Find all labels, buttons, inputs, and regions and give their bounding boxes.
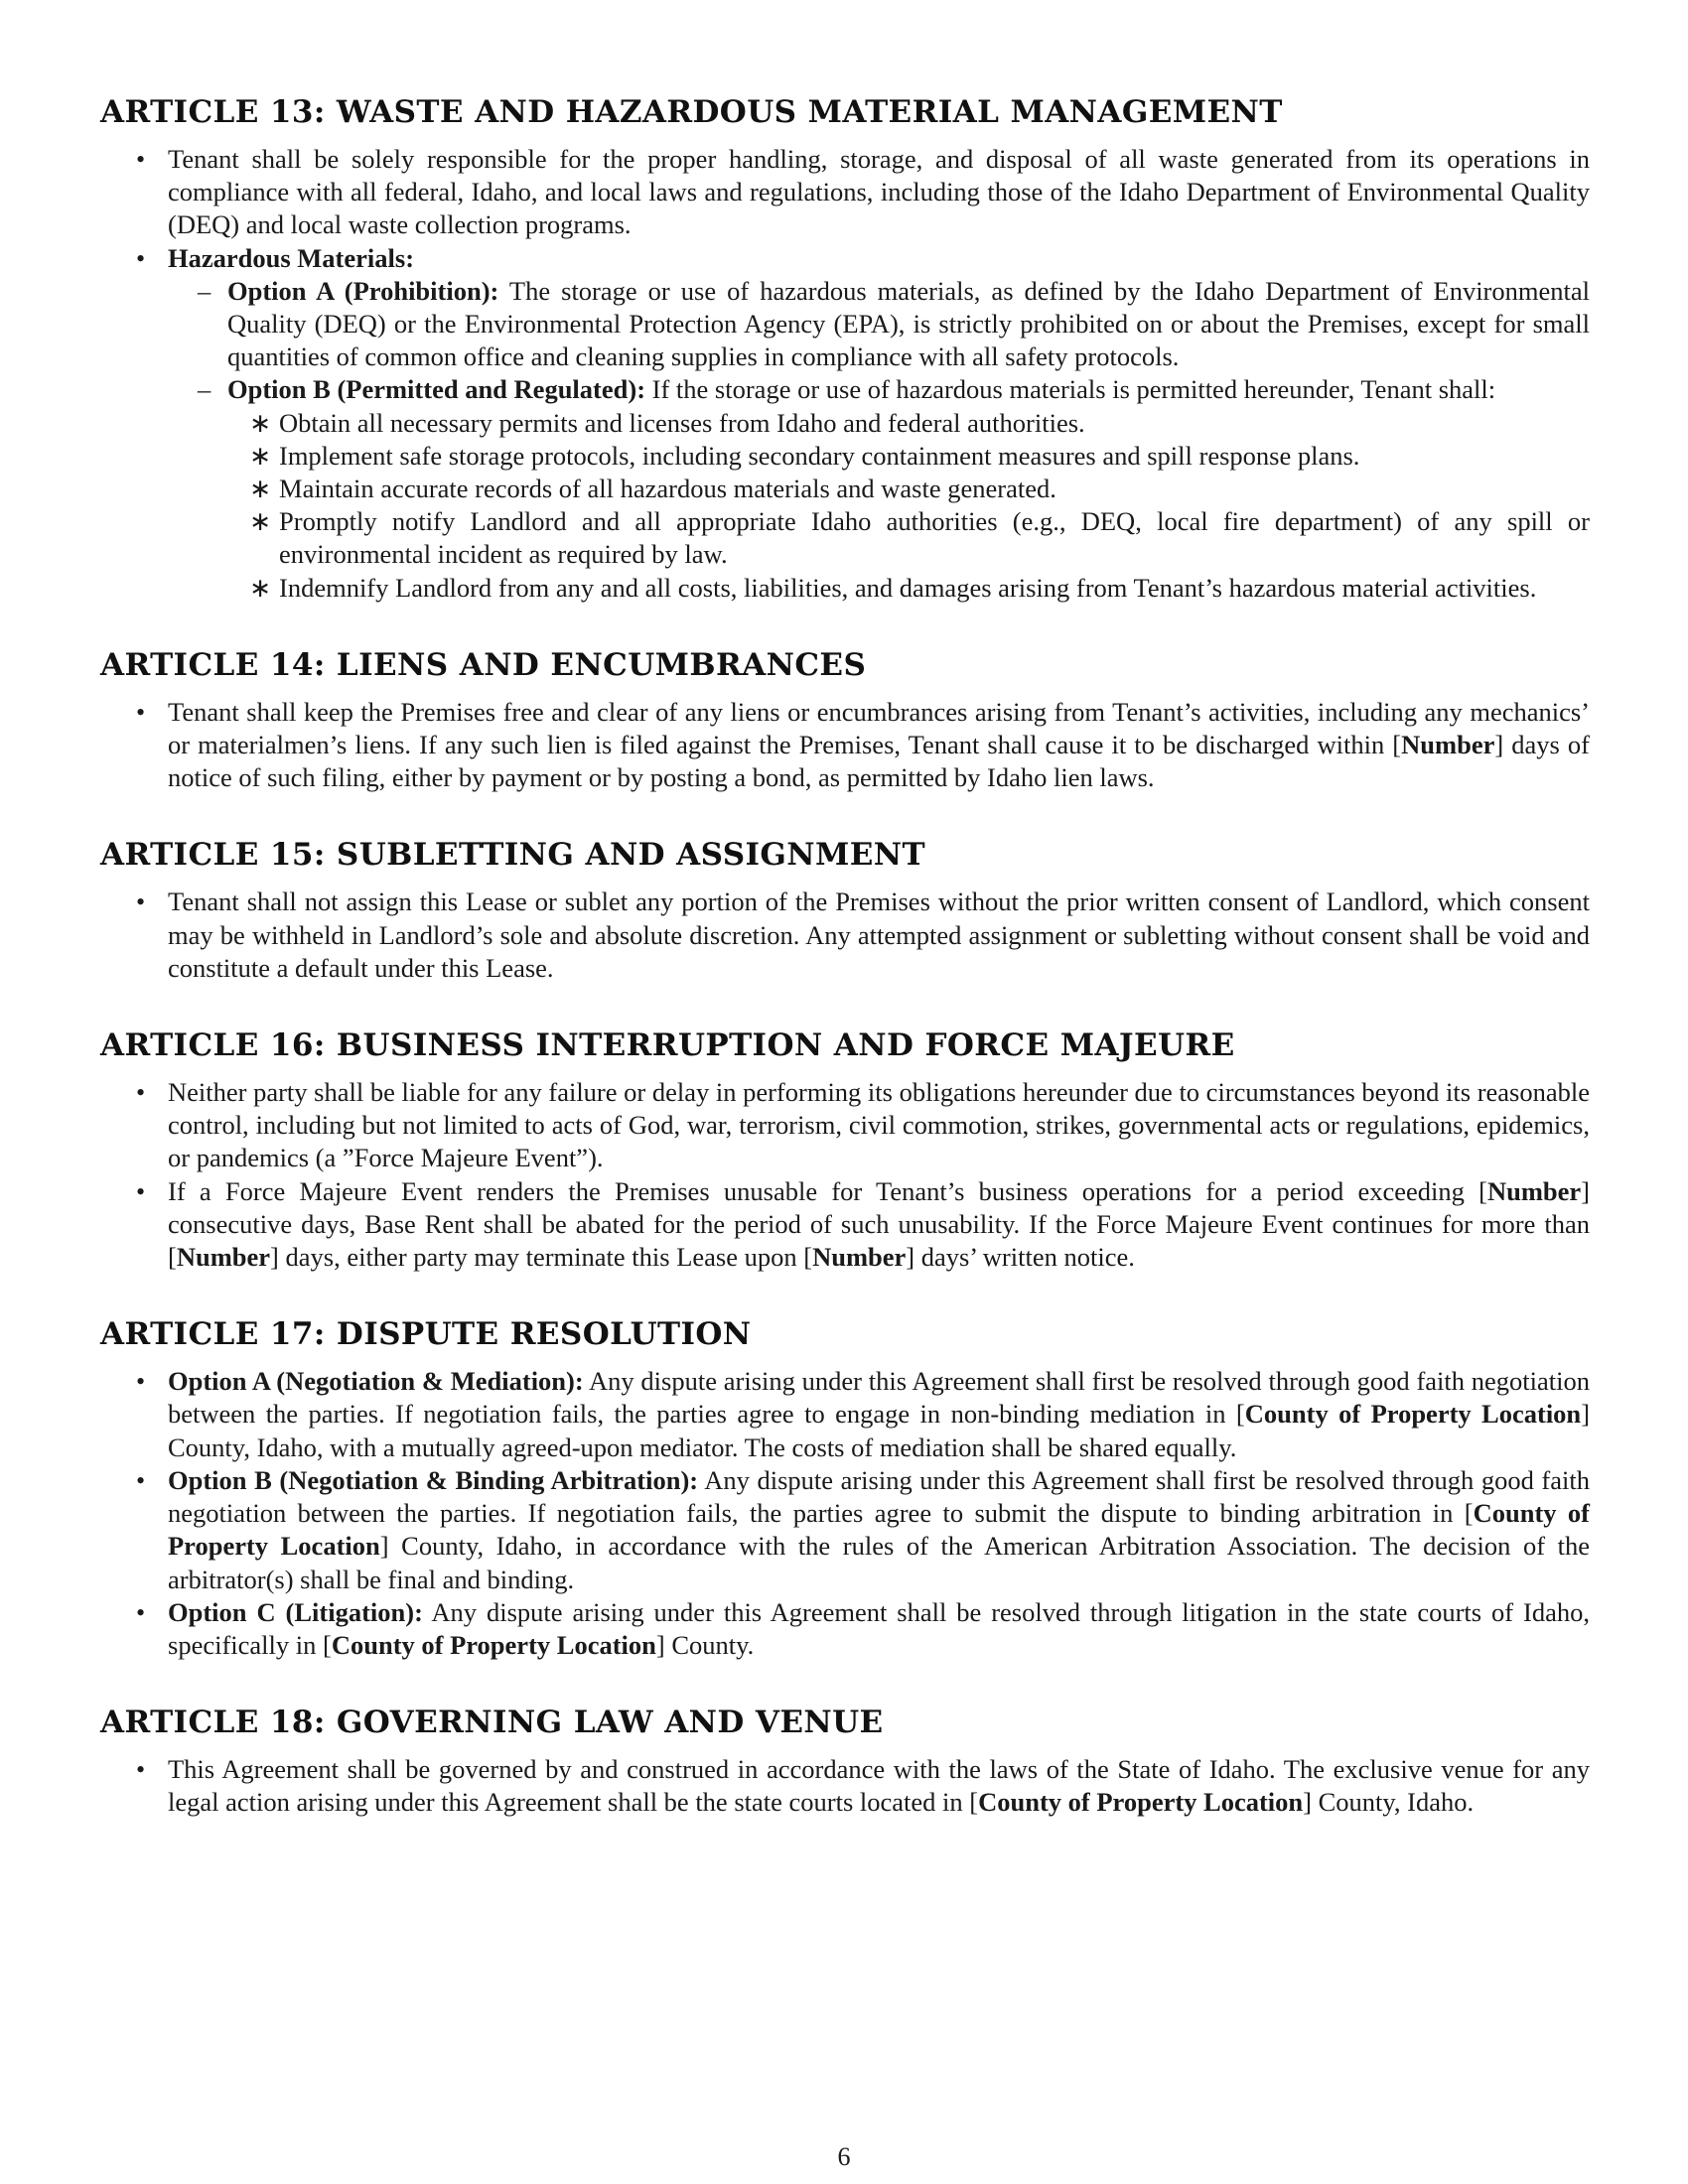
text-segment: ] days, either party may terminate this Lease upon [ bbox=[270, 1242, 813, 1273]
placeholder-county: County of Property Location bbox=[331, 1629, 656, 1660]
requirement-item: ∗ Promptly notify Landlord and all appropriate Idaho authorities (e.g., DEQ, local fire department) of any spill or environmental incident as required by law. bbox=[279, 505, 1590, 571]
text-segment: ] County, Idaho. bbox=[1303, 1787, 1475, 1818]
article-18-item-venue bbox=[168, 1753, 1590, 1819]
text-segment: ] County. bbox=[655, 1629, 755, 1660]
option-a-text: The storage or use of hazardous materials, as defined by the Idaho Department of Environmental Quality (DEQ) or the Environmental Protection Agency (EPA), is strictly prohibited on or about the Premises, except for small quantities of common office and cleaning supplies in compliance with all safety protocols. bbox=[227, 275, 1590, 372]
option-b-requirements bbox=[227, 407, 1590, 605]
requirement-item: ∗ Implement safe storage protocols, including secondary containment measures and spill response plans. bbox=[279, 440, 1590, 473]
document-page bbox=[100, 91, 1590, 1859]
text-segment: ] County, Idaho, with a mutually agreed-upon mediator. The costs of mediation shall be shared equally. bbox=[168, 1399, 1591, 1462]
requirement-item: ∗ Maintain accurate records of all hazardous materials and waste generated. bbox=[279, 473, 1590, 505]
placeholder-county: County of Property Location bbox=[168, 1498, 1591, 1562]
text-segment: ] consecutive days, Base Rent shall be abated for the period of such unusability. If the Force Majeure Event continues for more than [ bbox=[168, 1175, 1590, 1273]
text-segment: ] County, Idaho, in accordance with the rules of the American Arbitration Association. The decision of the arbitrator(s) shall be final and binding. bbox=[168, 1531, 1590, 1594]
option-b-label: Option B (Negotiation & Binding Arbitration): bbox=[168, 1464, 699, 1495]
placeholder-number: Number bbox=[812, 1242, 907, 1273]
placeholder-number: Number bbox=[1401, 730, 1495, 760]
option-b-text: If the storage or use of hazardous materials is permitted hereunder, Tenant shall: bbox=[645, 374, 1496, 405]
article-13-list bbox=[100, 143, 1590, 605]
article-17-option-b bbox=[168, 1464, 1590, 1596]
article-15 bbox=[100, 834, 1590, 985]
placeholder-county: County of Property Location bbox=[1244, 1399, 1582, 1430]
page-number: 6 bbox=[837, 2142, 851, 2171]
article-18 bbox=[100, 1702, 1590, 1819]
requirement-item: ∗ Indemnify Landlord from any and all costs, liabilities, and damages arising from Tenant’s hazardous material activities. bbox=[279, 572, 1590, 605]
article-14-item-liens bbox=[168, 696, 1590, 795]
text-segment: ] days of notice of such filing, either by payment or by posting a bond, as permitted by Idaho lien laws. bbox=[168, 730, 1590, 793]
article-16-item-liability: • Neither party shall be liable for any failure or delay in performing its obligations hereunder due to circumstances beyond its reasonable control, including but not limited to acts of God, war, terrorism, civil commotion, strikes, governmental acts or regulations, epidemics, or pandemics (a ”Force Majeure Event”). bbox=[168, 1076, 1590, 1175]
option-a-label: Option A (Negotiation & Mediation): bbox=[168, 1366, 584, 1397]
text-segment: Any dispute arising under this Agreement shall be resolved through litigation in the state courts of Idaho, specifically in [ bbox=[168, 1596, 1591, 1660]
option-b-label: Option B (Permitted and Regulated): bbox=[227, 374, 646, 405]
article-18-list bbox=[100, 1753, 1590, 1819]
option-a-prohibition bbox=[227, 275, 1590, 374]
article-14 bbox=[100, 644, 1590, 795]
article-17-option-c bbox=[168, 1596, 1590, 1662]
article-13-item-hazardous bbox=[168, 242, 1590, 605]
article-18-heading: ARTICLE 18: GOVERNING LAW AND VENUE bbox=[100, 1705, 884, 1741]
article-15-item-assignment: • Tenant shall not assign this Lease or sublet any portion of the Premises without the prior written consent of Landlord, which consent may be withheld in Landlord’s sole and absolute discretion. Any attempted assignment or subletting without consent shall be void and constitute a default under this Lease. bbox=[168, 886, 1590, 985]
text-segment: If a Force Majeure Event renders the Premises unusable for Tenant’s business operations for a period exceeding [ bbox=[168, 1175, 1487, 1206]
article-13 bbox=[100, 91, 1590, 605]
requirement-item: ∗ Obtain all necessary permits and licenses from Idaho and federal authorities. bbox=[279, 407, 1590, 440]
option-c-label: Option C (Litigation): bbox=[168, 1596, 423, 1627]
article-14-heading: ARTICLE 14: LIENS AND ENCUMBRANCES bbox=[100, 646, 867, 683]
article-16-list bbox=[100, 1076, 1590, 1274]
placeholder-number: Number bbox=[1486, 1175, 1582, 1206]
article-13-heading: ARTICLE 13: WASTE AND HAZARDOUS MATERIAL MANAGEMENT bbox=[100, 94, 1283, 130]
text-segment: Tenant shall keep the Premises free and clear of any liens or encumbrances arising from Tenant’s activities, including any mechanics’ or materialmen’s liens. If any such lien is filed against the Premises, Tenant shall cause it to be discharged within [ bbox=[168, 696, 1590, 760]
article-17 bbox=[100, 1313, 1590, 1662]
placeholder-county: County of Property Location bbox=[978, 1787, 1304, 1818]
text-segment: Any dispute arising under this Agreement shall first be resolved through good faith negotiation between the parties. If negotiation fails, the parties agree to submit the dispute to binding arbitration in [ bbox=[168, 1464, 1590, 1529]
article-17-heading: ARTICLE 17: DISPUTE RESOLUTION bbox=[100, 1316, 752, 1353]
text-segment: This Agreement shall be governed by and construed in accordance with the laws of the State of Idaho. The exclusive venue for any legal action arising under this Agreement shall be the state courts located in [ bbox=[168, 1754, 1590, 1818]
article-17-option-a bbox=[168, 1365, 1590, 1464]
article-17-list bbox=[100, 1365, 1590, 1662]
option-a-label: Option A (Prohibition): bbox=[227, 275, 499, 306]
article-15-list bbox=[100, 886, 1590, 985]
article-15-heading: ARTICLE 15: SUBLETTING AND ASSIGNMENT bbox=[100, 837, 925, 874]
article-13-item-waste: • Tenant shall be solely responsible for the proper handling, storage, and disposal of all waste generated from its operations in compliance with all federal, Idaho, and local laws and regulations, including those of the Idaho Department of Environmental Quality (DEQ) and local waste collection programs. bbox=[168, 143, 1590, 242]
article-16-heading: ARTICLE 16: BUSINESS INTERRUPTION AND FORCE MAJEURE bbox=[100, 1027, 1235, 1064]
hazardous-options-list bbox=[168, 275, 1590, 605]
option-b-permitted bbox=[227, 373, 1590, 604]
text-segment: Any dispute arising under this Agreement shall first be resolved through good faith negotiation between the parties. If negotiation fails, the parties agree to engage in non-binding mediation in [ bbox=[168, 1366, 1591, 1430]
article-14-list bbox=[100, 696, 1590, 795]
article-16-item-abatement bbox=[168, 1175, 1590, 1275]
article-16 bbox=[100, 1024, 1590, 1274]
placeholder-number: Number bbox=[176, 1242, 271, 1273]
text-segment: ] days’ written notice. bbox=[906, 1242, 1135, 1273]
hazardous-materials-label: Hazardous Materials: bbox=[168, 242, 415, 273]
